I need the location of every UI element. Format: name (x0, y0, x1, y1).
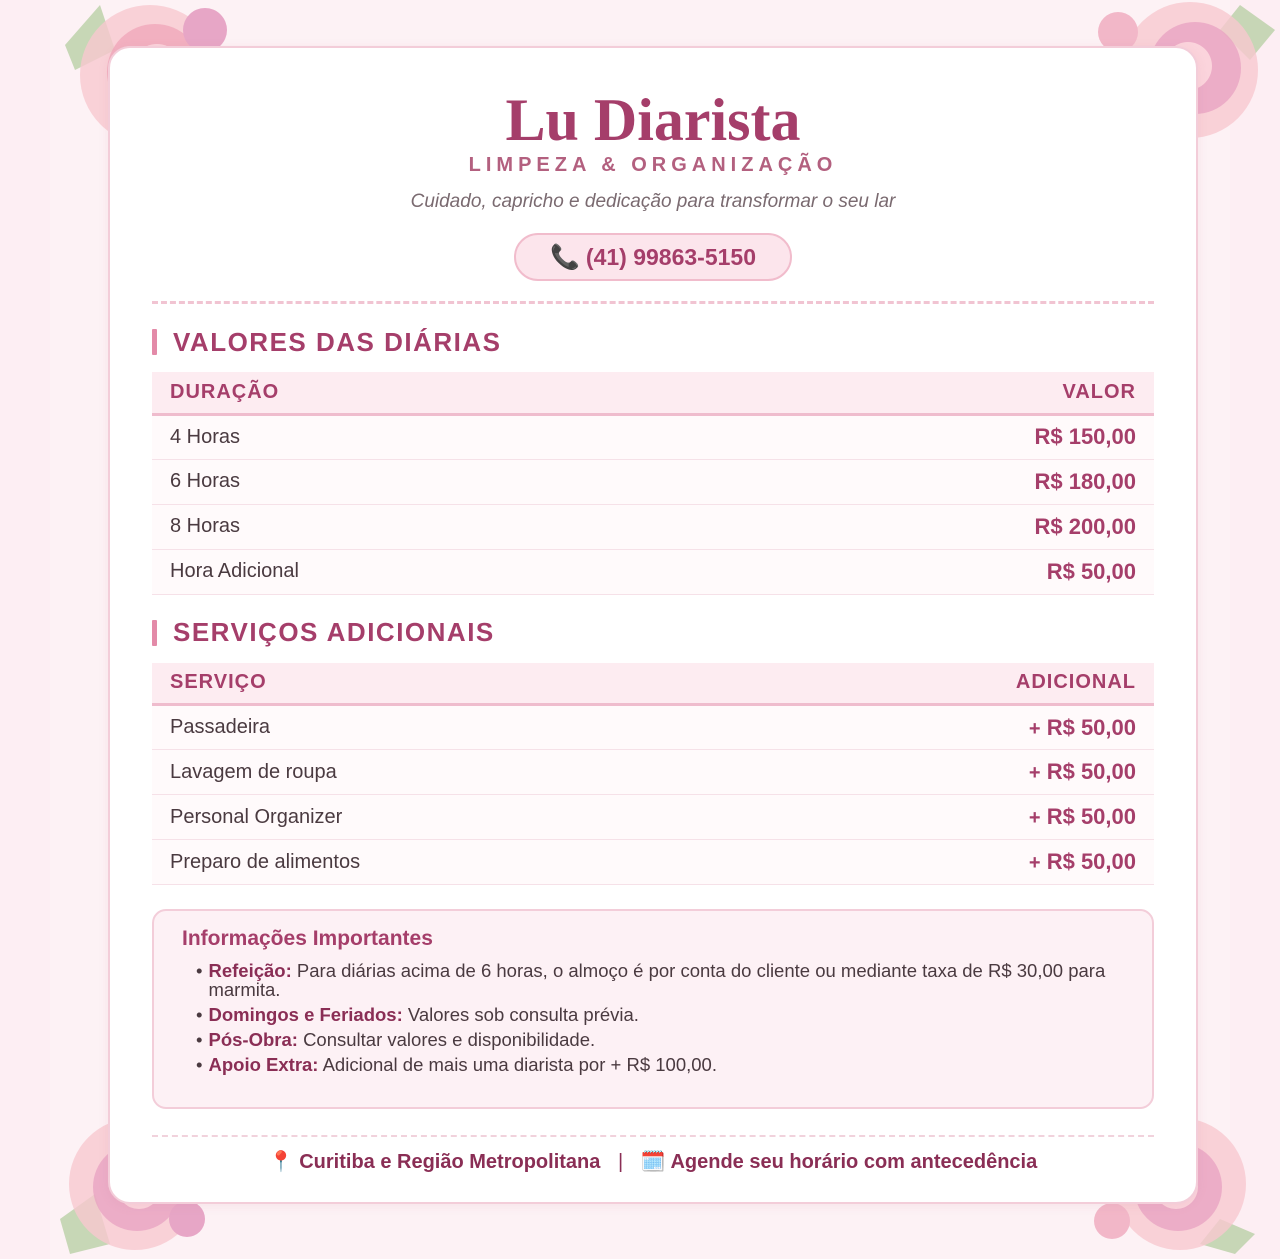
service-price (745, 795, 1154, 840)
table-row (152, 504, 1154, 549)
table-row (152, 459, 1154, 504)
duration-label: 4 Horas (152, 414, 698, 459)
bullet: • (196, 1029, 203, 1050)
section-title-servicos (152, 615, 1154, 651)
servicos-table (152, 663, 1154, 886)
calendar-icon: 🗓️ (640, 1151, 666, 1173)
info-item-label: Pós-Obra: (208, 1029, 298, 1050)
service-label: Passadeira (152, 705, 745, 750)
brand-title: Lu Diarista (505, 87, 801, 153)
section-accent-bar (152, 329, 157, 355)
price-value: R$ 50,00 (698, 549, 1154, 594)
list-item (196, 1055, 1124, 1074)
phone-contact[interactable] (514, 233, 792, 281)
info-item-label: Domingos e Feriados: (208, 1004, 403, 1025)
plus-sign: + (1028, 762, 1041, 784)
info-item-text: Adicional de mais uma diarista por + R$ 100,00. (322, 1054, 717, 1075)
table-header-row (152, 663, 1154, 705)
service-price-value: R$ 50,00 (1046, 759, 1136, 784)
plus-sign: + (1028, 717, 1041, 740)
service-label: Preparo de alimentos (152, 840, 745, 885)
column-header-servico: SERVIÇO (152, 663, 745, 705)
list-item (196, 1005, 1124, 1024)
footer-separator: | (617, 1151, 624, 1173)
valores-table (152, 372, 1154, 595)
price-card (108, 46, 1198, 1204)
section-title-valores (152, 324, 1154, 360)
list-item (196, 961, 1124, 999)
table-row (152, 414, 1154, 459)
info-list (182, 961, 1124, 1074)
table-row (152, 840, 1154, 885)
location-pin-icon: 📍 (268, 1151, 294, 1173)
table-row (152, 795, 1154, 840)
section-accent-bar (152, 620, 157, 646)
table-header-row (152, 372, 1154, 414)
section-title-text: VALORES DAS DIÁRIAS (173, 326, 502, 357)
info-item-label: Apoio Extra: (208, 1054, 319, 1075)
info-item-text: Para diárias acima de 6 horas, o almoço é por conta do cliente ou mediante taxa de R$ 30,00 para marmita. (208, 960, 1106, 1000)
info-box (152, 909, 1154, 1109)
duration-label: 8 Horas (152, 504, 698, 549)
info-item-text: Valores sob consulta prévia. (407, 1004, 639, 1025)
service-price-value: R$ 50,00 (1046, 714, 1136, 740)
header (110, 48, 1196, 281)
price-value: R$ 150,00 (698, 414, 1154, 459)
bullet: • (196, 960, 203, 981)
info-item-text: Consultar valores e disponibilidade. (303, 1029, 596, 1050)
list-item (196, 1030, 1124, 1049)
service-label: Personal Organizer (152, 795, 745, 840)
price-value: R$ 200,00 (698, 504, 1154, 549)
price-value: R$ 180,00 (698, 459, 1154, 504)
phone-number: (41) 99863-5150 (585, 243, 756, 270)
service-price-value: R$ 50,00 (1046, 804, 1136, 829)
info-title: Informações Importantes (182, 927, 433, 950)
footer (110, 1149, 1196, 1174)
plus-sign: + (1028, 807, 1041, 829)
brand-tagline: Cuidado, capricho e dedicação para transformar o seu lar (410, 191, 896, 212)
column-header-duracao: DURAÇÃO (152, 372, 698, 414)
footer-divider (152, 1135, 1154, 1137)
bullet: • (196, 1054, 203, 1075)
footer-location: Curitiba e Região Metropolitana (299, 1151, 601, 1173)
plus-sign: + (1028, 852, 1041, 874)
footer-schedule: Agende seu horário com antecedência (670, 1151, 1038, 1173)
header-divider (152, 301, 1154, 304)
section-servicos (152, 615, 1154, 886)
service-label: Lavagem de roupa (152, 750, 745, 795)
info-item-label: Refeição: (208, 960, 292, 981)
service-price (745, 750, 1154, 795)
table-row (152, 750, 1154, 795)
phone-icon: 📞 (550, 243, 580, 271)
column-header-valor: VALOR (698, 372, 1154, 414)
service-price-value: R$ 50,00 (1046, 849, 1136, 874)
table-row (152, 705, 1154, 750)
duration-label: Hora Adicional (152, 549, 698, 594)
table-row (152, 549, 1154, 594)
column-header-adicional: ADICIONAL (745, 663, 1154, 705)
duration-label: 6 Horas (152, 459, 698, 504)
service-price (745, 840, 1154, 885)
service-price (745, 705, 1154, 750)
section-valores (152, 324, 1154, 595)
section-title-text: SERVIÇOS ADICIONAIS (173, 617, 495, 647)
bullet: • (196, 1004, 203, 1025)
brand-subtitle: LIMPEZA & ORGANIZAÇÃO (468, 154, 838, 176)
